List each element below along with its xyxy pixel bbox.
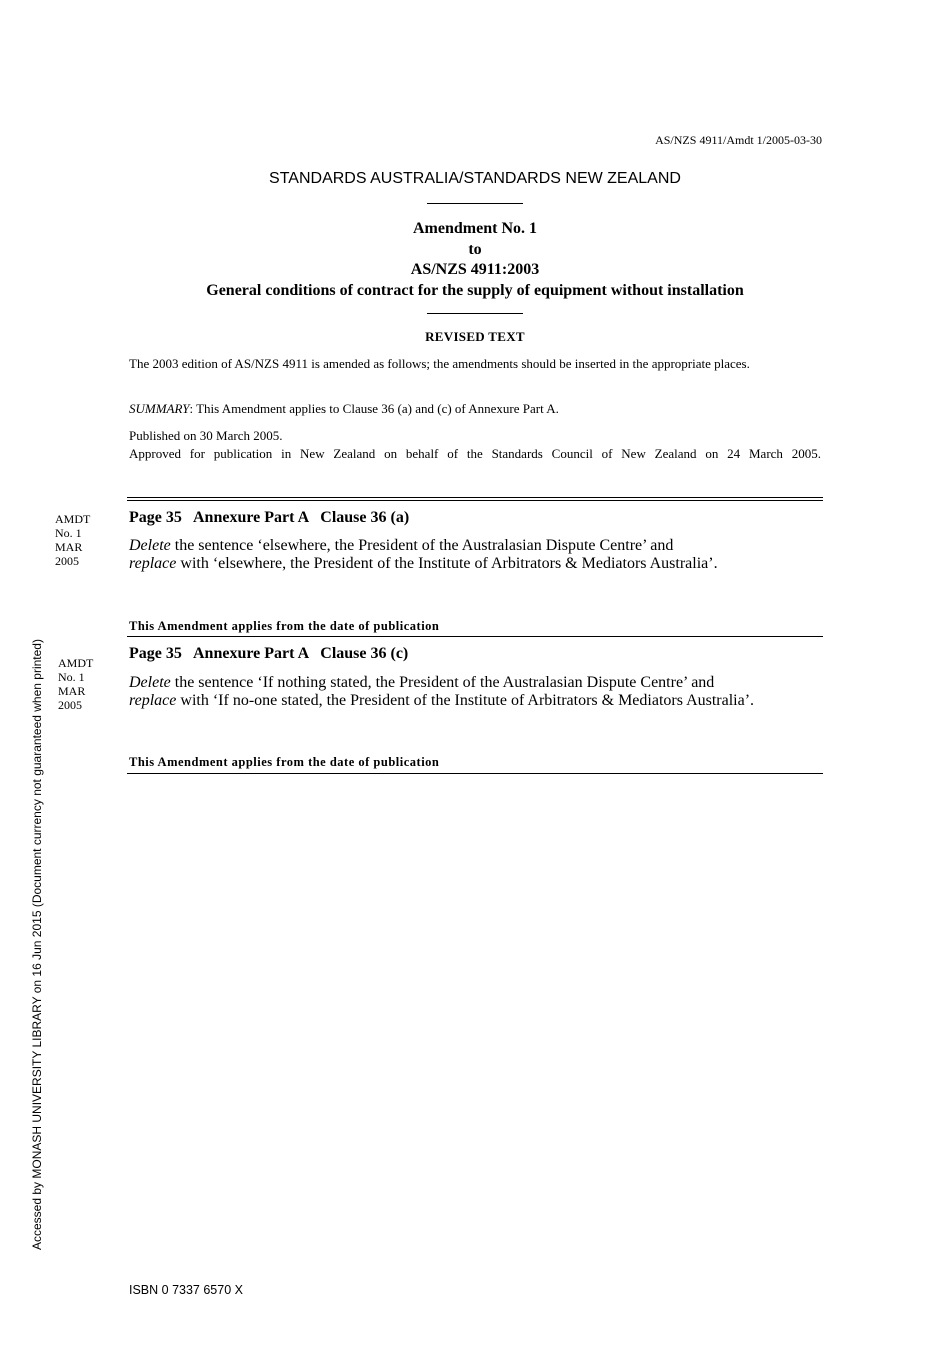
divider [127,636,823,637]
approval-paragraph: Approved for publication in New Zealand on behalf of the Standards Council of New Zealand on 24 March 2005. [129,446,821,461]
double-rule [127,497,823,501]
applies-note: This Amendment applies from the date of publication [129,755,440,769]
summary-paragraph [129,400,821,418]
title-to: to [468,241,482,258]
summary-text: : This Amendment applies to Clause 36 (a) and (c) of Annexure Part A. [189,401,559,416]
access-watermark: Accessed by MONASH UNIVERSITY LIBRARY on 16 Jun 2015 (Document currency not guaranteed when printed) [30,639,44,1250]
clause-heading: Page 35 Annexure Part A Clause 36 (a) [129,509,410,526]
divider [127,773,823,774]
standard-number: AS/NZS 4911:2003 [410,261,540,278]
organization-heading: STANDARDS AUSTRALIA/STANDARDS NEW ZEALAND [269,170,681,187]
divider [427,203,523,204]
applies-note: This Amendment applies from the date of publication [129,619,440,633]
amendment-instruction: Delete the sentence ‘If nothing stated, the President of the Australasian Dispute Centre’ and replace with ‘If no-one stated, the President of the Institute of Arbitrators & Mediators Australia’. [129,674,755,709]
amendment-instruction: Delete the sentence ‘elsewhere, the President of the Australasian Dispute Centre’ and replace with ‘elsewhere, the President of the Institute of Arbitrators & Mediators Australia’. [129,537,718,572]
amendment-number: Amendment No. 1 [413,220,537,237]
divider [427,313,523,314]
standard-title: General conditions of contract for the supply of equipment without installation [206,282,744,299]
summary-label: SUMMARY [129,401,190,416]
document-reference: AS/NZS 4911/Amdt 1/2005-03-30 [655,133,822,147]
revised-text-heading: REVISED TEXT [425,329,525,344]
clause-heading: Page 35 Annexure Part A Clause 36 (c) [129,645,409,662]
published-date: Published on 30 March 2005. [129,428,283,443]
margin-note: AMDT No. 1 MAR 2005 [58,656,94,712]
edition-paragraph: The 2003 edition of AS/NZS 4911 is amended as follows; the amendments should be inserted in the appropriate places. [129,356,750,371]
margin-note: AMDT No. 1 MAR 2005 [55,512,91,568]
isbn: ISBN 0 7337 6570 X [129,1283,243,1297]
